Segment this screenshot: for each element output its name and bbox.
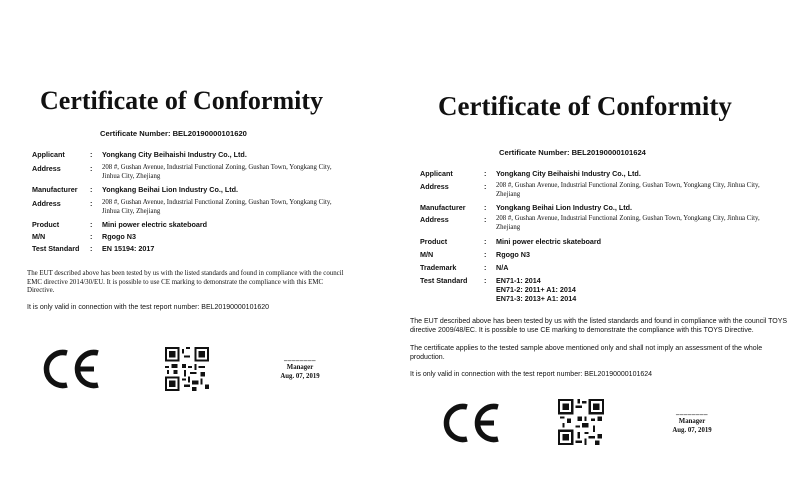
- field-value: EN71-1: 2014 EN71-2: 2011+ A1: 2014 EN71-3: 2013+ A1: 2014: [496, 276, 577, 303]
- field-model: [32, 232, 332, 241]
- certificate-fields: [420, 169, 765, 303]
- field-colon: :: [484, 250, 487, 259]
- signature-block: [660, 408, 724, 435]
- field-colon: :: [484, 276, 487, 285]
- certificate-left: [0, 0, 380, 504]
- field-value: Yongkang City Beihaishi Industry Co., Ltd.: [102, 150, 247, 159]
- field-test-standard: [420, 276, 765, 303]
- field-colon: :: [484, 182, 487, 191]
- field-trademark: [420, 263, 765, 272]
- field-value: 208 #, Gushan Avenue, Industrial Functional Zoning, Gushan Town, Yongkang City, Jinhua City, Zhejiang: [102, 199, 332, 215]
- field-label: Manufacturer: [32, 185, 78, 194]
- field-colon: :: [90, 244, 93, 253]
- field-label: Applicant: [420, 169, 453, 178]
- field-colon: :: [90, 220, 93, 229]
- field-value: 208 #, Gushan Avenue, Industrial Functional Zoning, Gushan Town, Yongkang City, Jinhua City, Zhejiang: [496, 215, 760, 231]
- field-colon: :: [484, 169, 487, 178]
- field-applicant: [420, 169, 765, 178]
- signature-date: Aug. 07, 2019: [280, 373, 320, 380]
- field-label: Applicant: [32, 150, 65, 159]
- field-value: Yongkang City Beihaishi Industry Co., Ltd.: [496, 169, 641, 178]
- field-label: M/N: [420, 250, 434, 259]
- validity-note: It is only valid in connection with the test report number: BEL20190000101620: [27, 304, 270, 311]
- field-label: Address: [32, 199, 61, 208]
- field-value: 208 #, Gushan Avenue, Industrial Functional Zoning, Gushan Town, Yongkang City, Jinhua City, Zhejiang: [496, 182, 760, 198]
- field-value: Yongkang Beihai Lion Industry Co., Ltd.: [102, 185, 239, 194]
- field-label: Address: [420, 182, 449, 191]
- field-manufacturer: [420, 203, 765, 212]
- certificate-title: Certificate of Conformity: [438, 91, 732, 121]
- field-label: Product: [420, 237, 448, 246]
- certificate-number: Certificate Number: BEL20190000101624: [499, 148, 646, 157]
- signature-block: [268, 354, 332, 381]
- scope-note: The certificate applies to the tested sample above mentioned only and shall not imply an assessment of the whole production.: [410, 345, 763, 361]
- field-label: Test Standard: [32, 244, 80, 253]
- compliance-statement: The EUT described above has been tested by us with the listed standards and found in compliance with the council TOYS directive 2009/48/EC. It is possible to use CE marking to demonstrate the compliance with this TOYS Directive.: [410, 318, 788, 334]
- compliance-statement: The EUT described above has been tested by us with the listed standards and found in compliance with the council EMC directive 2014/30/EU. It is possible to use CE marking to demonstrate the compliance with this EMC Directive.: [27, 270, 344, 295]
- field-label: Test Standard: [420, 276, 468, 285]
- certificate-fields: [32, 150, 332, 253]
- field-value: 208 #, Gushan Avenue, Industrial Functional Zoning, Gushan Town, Yongkang City, Jinhua City, Zhejiang: [102, 164, 332, 180]
- field-value: Yongkang Beihai Lion Industry Co., Ltd.: [496, 203, 633, 212]
- field-colon: :: [90, 185, 93, 194]
- signature-date: Aug. 07, 2019: [672, 427, 712, 434]
- field-colon: :: [484, 203, 487, 212]
- certificate-title: Certificate of Conformity: [40, 86, 323, 115]
- certificate-right: [398, 0, 800, 504]
- field-applicant: [32, 150, 332, 159]
- field-colon: :: [90, 199, 93, 208]
- field-address: [420, 182, 765, 199]
- field-test-standard: [32, 244, 332, 253]
- ce-mark-icon: [40, 348, 102, 390]
- field-colon: :: [484, 263, 487, 272]
- field-label: Product: [32, 220, 60, 229]
- field-label: M/N: [32, 232, 46, 241]
- field-address: [32, 164, 332, 181]
- field-label: Trademark: [420, 263, 457, 272]
- field-manufacturer: [32, 185, 332, 194]
- field-value: N/A: [496, 263, 509, 272]
- field-label: Address: [420, 215, 449, 224]
- field-product: [32, 220, 332, 229]
- field-colon: :: [484, 237, 487, 246]
- field-model: [420, 250, 765, 259]
- field-colon: :: [484, 215, 487, 224]
- field-address: [32, 199, 332, 216]
- field-colon: :: [90, 150, 93, 159]
- ce-mark-icon: [440, 402, 502, 444]
- field-colon: :: [90, 164, 93, 173]
- field-value: Mini power electric skateboard: [496, 237, 602, 246]
- qr-code-icon: [165, 347, 209, 391]
- field-colon: :: [90, 232, 93, 241]
- certificate-number: Certificate Number: BEL20190000101620: [100, 129, 247, 138]
- field-label: Manufacturer: [420, 203, 466, 212]
- qr-code-icon: [558, 399, 604, 445]
- validity-note: It is only valid in connection with the test report number: BEL20190000101624: [410, 371, 653, 378]
- signature-line: ________: [676, 408, 708, 416]
- signature-line: ________: [284, 354, 316, 362]
- field-value: Rgogo N3: [496, 250, 530, 259]
- field-label: Address: [32, 164, 61, 173]
- field-value: Rgogo N3: [102, 232, 136, 241]
- field-value: Mini power electric skateboard: [102, 220, 208, 229]
- signatory-title: Manager: [286, 364, 314, 371]
- field-product: [420, 237, 765, 246]
- field-value: EN 15194: 2017: [102, 244, 155, 253]
- field-address: [420, 215, 765, 232]
- signatory-title: Manager: [678, 418, 706, 425]
